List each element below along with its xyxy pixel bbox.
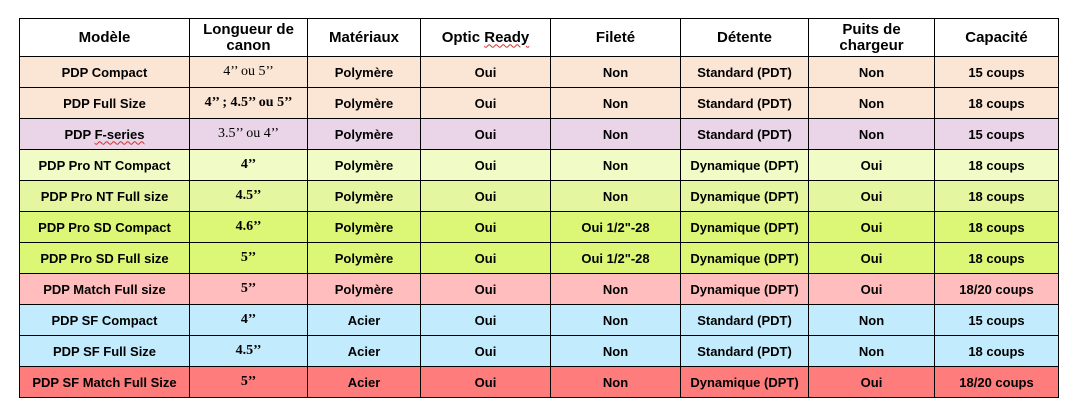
cell-barrel-length: 4.5’’ bbox=[190, 181, 308, 212]
cell-magwell: Oui bbox=[809, 274, 935, 305]
cell-materials: Polymère bbox=[308, 57, 421, 88]
cell-barrel-length: 4’’ ou 5’’ bbox=[190, 57, 308, 88]
cell-trigger: Dynamique (DPT) bbox=[681, 181, 809, 212]
cell-capacity: 18/20 coups bbox=[935, 367, 1059, 398]
cell-model: PDP SF Match Full Size bbox=[20, 367, 190, 398]
cell-model: PDP SF Compact bbox=[20, 305, 190, 336]
comparison-table bbox=[19, 18, 1059, 398]
cell-capacity: 18 coups bbox=[935, 243, 1059, 274]
cell-optic-ready: Oui bbox=[421, 367, 551, 398]
cell-capacity: 18 coups bbox=[935, 88, 1059, 119]
cell-optic-ready: Oui bbox=[421, 336, 551, 367]
cell-capacity: 15 coups bbox=[935, 305, 1059, 336]
cell-magwell: Non bbox=[809, 336, 935, 367]
cell-materials: Polymère bbox=[308, 274, 421, 305]
table-row bbox=[20, 274, 1059, 305]
cell-threaded: Oui 1/2"-28 bbox=[551, 212, 681, 243]
cell-threaded: Non bbox=[551, 305, 681, 336]
cell-threaded: Oui 1/2"-28 bbox=[551, 243, 681, 274]
cell-capacity: 18/20 coups bbox=[935, 274, 1059, 305]
table-row bbox=[20, 212, 1059, 243]
cell-threaded: Non bbox=[551, 274, 681, 305]
cell-capacity: 15 coups bbox=[935, 57, 1059, 88]
table-row bbox=[20, 243, 1059, 274]
cell-barrel-length: 4’’ bbox=[190, 150, 308, 181]
cell-model: PDP Match Full size bbox=[20, 274, 190, 305]
cell-optic-ready: Oui bbox=[421, 274, 551, 305]
table-row bbox=[20, 119, 1059, 150]
header-optic-ready: Optic Ready bbox=[421, 19, 551, 57]
header-barrel-length: Longueur de canon bbox=[190, 19, 308, 57]
cell-magwell: Oui bbox=[809, 212, 935, 243]
cell-barrel-length: 4’’ ; 4.5’’ ou 5’’ bbox=[190, 88, 308, 119]
table-row bbox=[20, 336, 1059, 367]
cell-threaded: Non bbox=[551, 367, 681, 398]
header-threaded: Fileté bbox=[551, 19, 681, 57]
cell-materials: Polymère bbox=[308, 243, 421, 274]
cell-barrel-length: 3.5’’ ou 4’’ bbox=[190, 119, 308, 150]
cell-trigger: Standard (PDT) bbox=[681, 336, 809, 367]
cell-magwell: Oui bbox=[809, 367, 935, 398]
cell-magwell: Oui bbox=[809, 150, 935, 181]
table-row bbox=[20, 181, 1059, 212]
cell-capacity: 18 coups bbox=[935, 212, 1059, 243]
cell-materials: Acier bbox=[308, 305, 421, 336]
cell-magwell: Non bbox=[809, 88, 935, 119]
header-model: Modèle bbox=[20, 19, 190, 57]
cell-barrel-length: 4’’ bbox=[190, 305, 308, 336]
cell-optic-ready: Oui bbox=[421, 150, 551, 181]
cell-trigger: Standard (PDT) bbox=[681, 119, 809, 150]
header-capacity: Capacité bbox=[935, 19, 1059, 57]
cell-capacity: 18 coups bbox=[935, 181, 1059, 212]
cell-materials: Polymère bbox=[308, 181, 421, 212]
table-row bbox=[20, 305, 1059, 336]
cell-optic-ready: Oui bbox=[421, 243, 551, 274]
cell-trigger: Dynamique (DPT) bbox=[681, 212, 809, 243]
cell-model: PDP Full Size bbox=[20, 88, 190, 119]
cell-model: PDP Pro NT Full size bbox=[20, 181, 190, 212]
cell-materials: Polymère bbox=[308, 119, 421, 150]
cell-trigger: Standard (PDT) bbox=[681, 88, 809, 119]
header-row bbox=[20, 19, 1059, 57]
cell-magwell: Non bbox=[809, 305, 935, 336]
table-row bbox=[20, 57, 1059, 88]
cell-trigger: Dynamique (DPT) bbox=[681, 243, 809, 274]
cell-model: PDP Pro SD Compact bbox=[20, 212, 190, 243]
cell-model: PDP F-series bbox=[20, 119, 190, 150]
header-materials: Matériaux bbox=[308, 19, 421, 57]
cell-trigger: Dynamique (DPT) bbox=[681, 274, 809, 305]
cell-trigger: Standard (PDT) bbox=[681, 305, 809, 336]
cell-optic-ready: Oui bbox=[421, 212, 551, 243]
cell-magwell: Non bbox=[809, 119, 935, 150]
cell-materials: Polymère bbox=[308, 88, 421, 119]
table-row bbox=[20, 150, 1059, 181]
cell-threaded: Non bbox=[551, 57, 681, 88]
header-magwell: Puits de chargeur bbox=[809, 19, 935, 57]
cell-trigger: Standard (PDT) bbox=[681, 57, 809, 88]
cell-model: PDP Compact bbox=[20, 57, 190, 88]
cell-threaded: Non bbox=[551, 88, 681, 119]
cell-barrel-length: 5’’ bbox=[190, 243, 308, 274]
cell-barrel-length: 4.5’’ bbox=[190, 336, 308, 367]
cell-optic-ready: Oui bbox=[421, 305, 551, 336]
cell-trigger: Dynamique (DPT) bbox=[681, 150, 809, 181]
header-trigger: Détente bbox=[681, 19, 809, 57]
table-row bbox=[20, 367, 1059, 398]
cell-materials: Polymère bbox=[308, 150, 421, 181]
cell-threaded: Non bbox=[551, 150, 681, 181]
cell-optic-ready: Oui bbox=[421, 57, 551, 88]
cell-materials: Acier bbox=[308, 336, 421, 367]
cell-optic-ready: Oui bbox=[421, 88, 551, 119]
cell-model: PDP Pro NT Compact bbox=[20, 150, 190, 181]
cell-threaded: Non bbox=[551, 119, 681, 150]
cell-materials: Polymère bbox=[308, 212, 421, 243]
cell-model: PDP Pro SD Full size bbox=[20, 243, 190, 274]
cell-capacity: 15 coups bbox=[935, 119, 1059, 150]
cell-magwell: Oui bbox=[809, 243, 935, 274]
cell-capacity: 18 coups bbox=[935, 150, 1059, 181]
cell-optic-ready: Oui bbox=[421, 181, 551, 212]
cell-barrel-length: 4.6’’ bbox=[190, 212, 308, 243]
cell-barrel-length: 5’’ bbox=[190, 367, 308, 398]
cell-materials: Acier bbox=[308, 367, 421, 398]
table-row bbox=[20, 88, 1059, 119]
cell-trigger: Dynamique (DPT) bbox=[681, 367, 809, 398]
cell-model: PDP SF Full Size bbox=[20, 336, 190, 367]
cell-capacity: 18 coups bbox=[935, 336, 1059, 367]
cell-optic-ready: Oui bbox=[421, 119, 551, 150]
cell-magwell: Non bbox=[809, 57, 935, 88]
cell-threaded: Non bbox=[551, 181, 681, 212]
cell-magwell: Oui bbox=[809, 181, 935, 212]
cell-barrel-length: 5’’ bbox=[190, 274, 308, 305]
cell-threaded: Non bbox=[551, 336, 681, 367]
